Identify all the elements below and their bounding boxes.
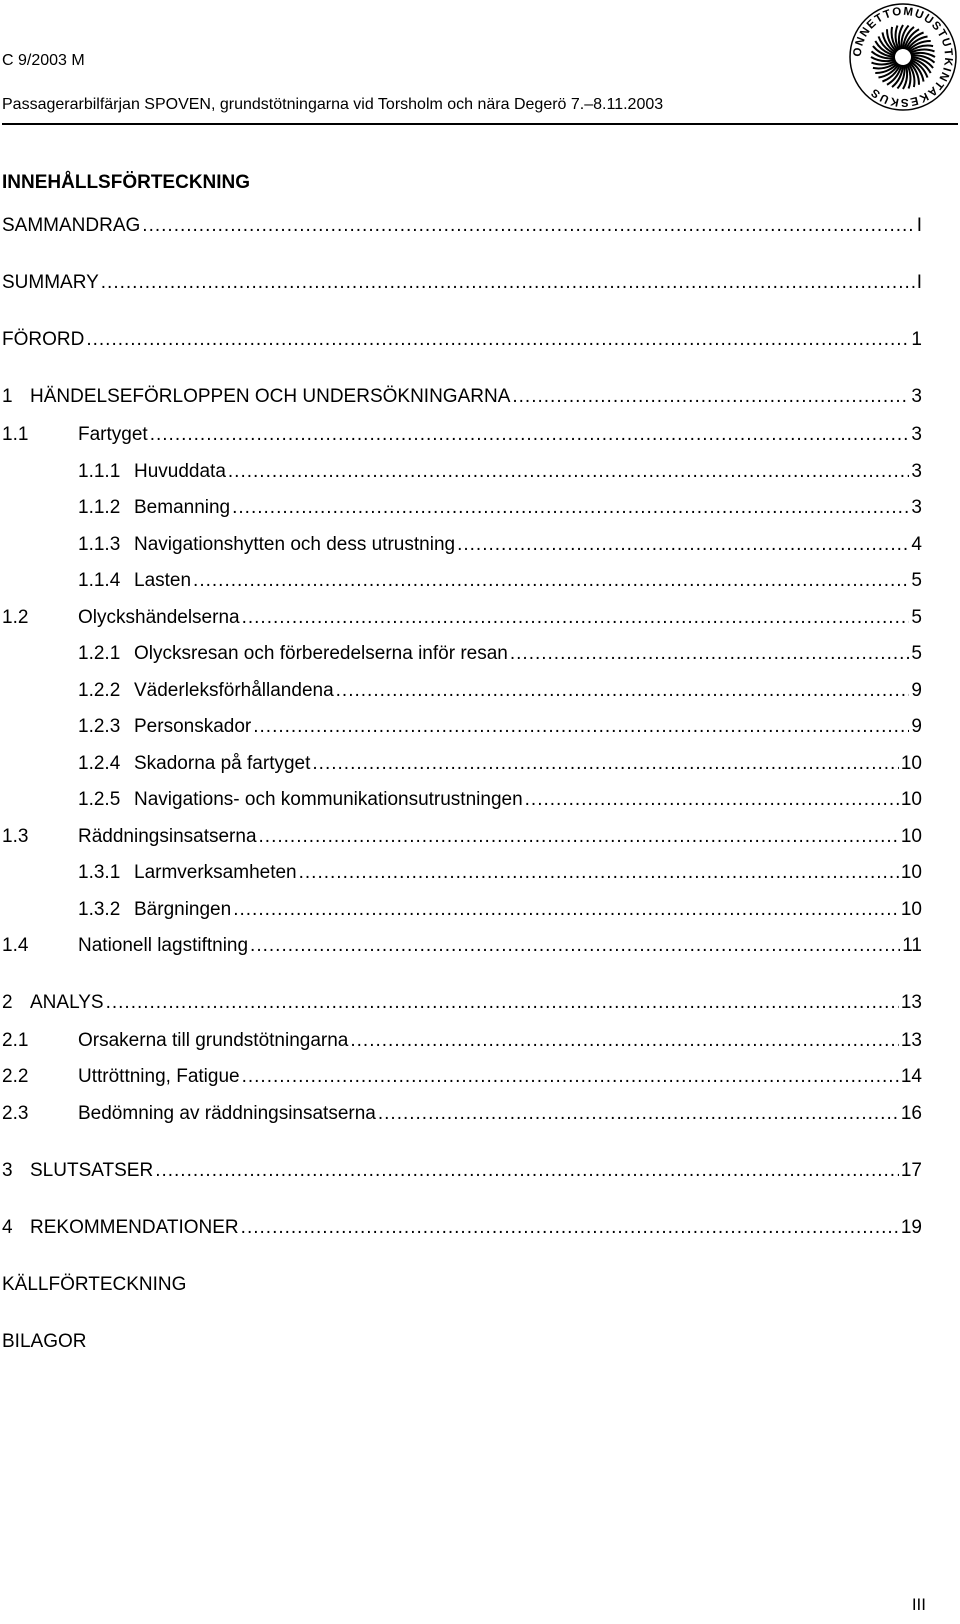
toc-entry[interactable] [2,386,922,412]
toc-entry-number: 3 [2,1160,13,1181]
toc-entry[interactable] [78,461,922,487]
dot-leader [336,680,910,702]
toc-entry[interactable] [78,643,922,669]
dot-leader [312,753,898,775]
toc-entry[interactable] [78,497,922,523]
toc-entry-page: 4 [911,534,922,555]
toc-entry[interactable] [2,215,922,241]
report-code: C 9/2003 M [2,52,85,69]
toc-entry[interactable] [78,570,922,596]
toc-entry-number: 1.2.5 [78,789,121,810]
toc-entry[interactable] [2,607,922,633]
toc-entry-page: 9 [911,680,922,701]
dot-leader [510,643,910,665]
toc-entry-number: 2 [2,992,13,1013]
toc-entry-title: Lasten [134,570,192,591]
toc-entry-title: SLUTSATSER [30,1160,154,1181]
toc-entry-title: Räddningsinsatserna [78,826,257,847]
toc-entry-page: 1 [911,329,922,350]
toc-entry-page: 10 [900,899,922,920]
toc-entry-title: HÄNDELSEFÖRLOPPEN OCH UNDERSÖKNINGARNA [30,386,511,407]
toc-entry-number: 1.2 [2,607,29,628]
dot-leader [250,935,900,957]
toc-entry-number: 1.2.4 [78,753,121,774]
toc-entry[interactable] [78,534,922,560]
dot-leader [259,826,899,848]
dot-leader [228,461,910,483]
toc-entry[interactable] [2,935,922,961]
toc-entry-page: 11 [902,935,922,956]
toc-entry-title: Larmverksamheten [134,862,297,883]
toc-plain-item[interactable]: BILAGOR [2,1331,87,1352]
toc-entry-number: 4 [2,1217,13,1238]
toc-entry[interactable] [78,862,922,888]
toc-entry[interactable] [2,329,922,355]
toc-entry-number: 1.1.4 [78,570,121,591]
toc-entry-page: 10 [900,789,922,810]
dot-leader [299,862,899,884]
dot-leader [242,607,910,629]
toc-entry[interactable] [2,1160,922,1186]
toc-entry-title: Olycksresan och förberedelserna inför resan [134,643,508,664]
toc-entry[interactable] [2,1217,922,1243]
toc-entry[interactable] [2,1066,922,1092]
toc-entry[interactable] [78,753,922,779]
dot-leader [233,899,899,921]
toc-entry-title: Bemanning [134,497,231,518]
toc-entry-number: 1.3.2 [78,899,121,920]
toc-entry-title: FÖRORD [2,329,85,350]
agency-seal-logo [848,2,958,112]
dot-leader [86,329,909,351]
toc-entry-number: 2.1 [2,1030,29,1051]
toc-entry[interactable] [2,826,922,852]
toc-entry-number: 1.2.3 [78,716,121,737]
toc-entry-number: 1.2.2 [78,680,121,701]
toc-entry-number: 1.4 [2,935,29,956]
toc-entry-number: 1.3.1 [78,862,121,883]
toc-entry-title: Orsakerna till grundstötningarna [78,1030,349,1051]
toc-entry-title: Väderleksförhållandena [134,680,334,701]
toc-entry-title: Bedömning av räddningsinsatserna [78,1103,376,1124]
toc-heading: INNEHÅLLSFÖRTECKNING [2,172,251,193]
toc-entry[interactable] [78,899,922,925]
toc-entry-page: 3 [911,461,922,482]
toc-entry-page: 10 [900,826,922,847]
toc-entry-number: 1.3 [2,826,29,847]
toc-entry-page: 16 [900,1103,922,1124]
toc-entry-title: Navigations- och kommunikationsutrustningen [134,789,523,810]
toc-entry-page: 3 [911,424,922,445]
toc-entry-title: ANALYS [30,992,104,1013]
toc-entry-number: 1.1.1 [78,461,121,482]
dot-leader [457,534,909,556]
page-number: III [911,1595,926,1614]
toc-entry[interactable] [2,272,922,298]
toc-entry-page: 5 [911,607,922,628]
toc-entry-title: Navigationshytten och dess utrustning [134,534,456,555]
toc-entry-page: 10 [900,862,922,883]
dot-leader [242,1066,899,1088]
toc-entry[interactable] [2,992,922,1018]
dot-leader [106,992,899,1014]
dot-leader [512,386,909,408]
toc-entry-title: REKOMMENDATIONER [30,1217,239,1238]
toc-entry-title: Fartyget [78,424,148,445]
toc-entry[interactable] [78,716,922,742]
toc-entry-number: 1.1.2 [78,497,121,518]
report-title: Passagerarbilfärjan SPOVEN, grundstötningarna vid Torsholm och nära Degerö 7.–8.11.2003 [2,96,664,113]
toc-entry-page: 5 [911,570,922,591]
toc-entry-page: I [916,215,922,236]
svg-text:ONNETTOMUUSTUTKINTAKESKUS: ONNETTOMUUSTUTKINTAKESKUS [851,5,955,109]
toc-entry[interactable] [2,1030,922,1056]
dot-leader [232,497,909,519]
toc-entry-title: Nationell lagstiftning [78,935,249,956]
toc-entry-page: 13 [900,992,922,1013]
toc-entry-title: SAMMANDRAG [2,215,141,236]
toc-entry-number: 1.1.3 [78,534,121,555]
toc-entry-page: 9 [911,716,922,737]
toc-entry-page: I [916,272,922,293]
dot-leader [150,424,910,446]
toc-entry-title: Huvuddata [134,461,226,482]
toc-entry-page: 19 [900,1217,922,1238]
toc-entry[interactable] [78,680,922,706]
toc-entry-title: Uttröttning, Fatigue [78,1066,240,1087]
toc-entry[interactable] [78,789,922,815]
toc-entry-number: 1 [2,386,13,407]
dot-leader [525,789,899,811]
toc-entry-number: 1.2.1 [78,643,121,664]
dot-leader [378,1103,899,1125]
toc-entry-page: 14 [900,1066,922,1087]
toc-entry-page: 3 [911,497,922,518]
toc-entry-page: 17 [900,1160,922,1181]
toc-entry-title: SUMMARY [2,272,99,293]
dot-leader [101,272,915,294]
toc-entry-title: Skadorna på fartyget [134,753,311,774]
toc-entry-title: Bärgningen [134,899,232,920]
toc-plain-item[interactable]: KÄLLFÖRTECKNING [2,1274,187,1295]
toc-entry-page: 13 [900,1030,922,1051]
toc-entry[interactable] [2,1103,922,1129]
dot-leader [350,1030,898,1052]
dot-leader [241,1217,899,1239]
dot-leader [253,716,909,738]
toc-entry-page: 10 [900,753,922,774]
toc-entry-number: 2.3 [2,1103,29,1124]
toc-entry-number: 2.2 [2,1066,29,1087]
toc-entry-title: Personskador [134,716,252,737]
toc-entry-page: 5 [911,643,922,664]
dot-leader [142,215,914,237]
toc-entry-page: 3 [911,386,922,407]
dot-leader [155,1160,899,1182]
dot-leader [193,570,909,592]
toc-entry-title: Olyckshändelserna [78,607,240,628]
toc-entry-number: 1.1 [2,424,29,445]
toc-entry[interactable] [2,424,922,450]
header-divider [2,123,958,125]
